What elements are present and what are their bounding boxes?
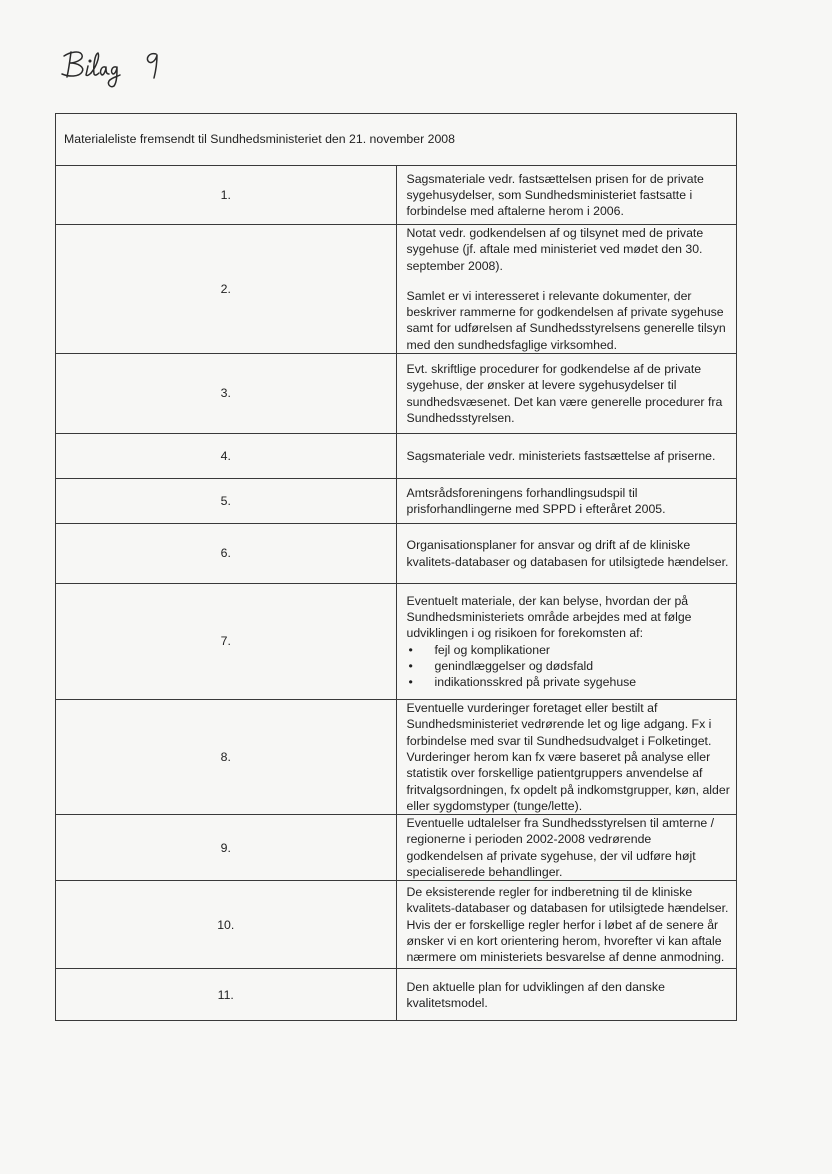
table-row [56, 815, 737, 881]
list-item-text: indikationsskred på private sygehuse [434, 675, 637, 690]
table-title: Materialeliste fremsendt til Sundhedsministeriet den 21. november 2008 [56, 114, 737, 166]
row-paragraph: Sagsmateriale vedr. fastsættelsen prisen for de private sygehusydelser, som Sundhedsministeriet fastsatte i forbindelse med aftalerne herom i 2006. [406, 171, 704, 219]
table-row [56, 700, 737, 815]
list-item-text: genindlæggelser og dødsfald [434, 658, 594, 673]
row-number: 9. [56, 815, 397, 881]
row-number: 5. [56, 479, 397, 524]
row-text [396, 584, 737, 700]
row-paragraph: Eventuelle udtalelser fra Sundhedsstyrelsen til amterne / regionerne i perioden 2002-2008 vedrørende godkendelsen af private sygehuse, der vil udføre højt specialiserede behandlinger. [406, 816, 715, 880]
handwritten-note [58, 40, 178, 98]
table-row [56, 166, 737, 225]
row-number: 4. [56, 434, 397, 479]
row-text [396, 524, 737, 584]
row-paragraph: Amtsrådsforeningens forhandlingsudspil til prisforhandlingerne med SPPD i efteråret 2005. [406, 485, 666, 517]
row-paragraph: Samlet er vi interesseret i relevante dokumenter, der beskriver rammerne for godkendelsen af private sygehuse samt for udførelsen af Sundhedsstyrelsens generelle tilsyn med den sundhedsfaglige virksomhed. [406, 288, 726, 352]
row-number: 10. [56, 881, 397, 969]
row-number: 6. [56, 524, 397, 584]
table-row [56, 524, 737, 584]
row-paragraph: De eksisterende regler for indberetning til de kliniske kvalitets-databaser og databasen for utilsigtede hændelser. Hvis der er forskellige regler herfor i løbet af de senere år ønsker vi en kort orientering herom, hvorefter vi kan aftale nærmere om ministeriets besvarelse af denne anmodning. [406, 885, 729, 965]
table-row [56, 881, 737, 969]
bullet-icon: • [408, 675, 413, 690]
row-text [396, 166, 737, 225]
table-row [56, 225, 737, 354]
row-text [396, 354, 737, 434]
row-number: 8. [56, 700, 397, 815]
row-paragraph: Eventuelt materiale, der kan belyse, hvordan der på Sundhedsministeriets område arbejdes med at følge udviklingen i og risikoen for forekomsten af: [406, 593, 692, 641]
row-paragraph: Evt. skriftlige procedurer for godkendelse af de private sygehuse, der ønsker at levere sygehusydelser til sundhedsvæsenet. Det kan være generelle procedurer fra Sundhedsstyrelsen. [406, 361, 723, 425]
row-paragraph: Den aktuelle plan for udviklingen af den danske kvalitetsmodel. [406, 979, 665, 1010]
row-paragraph: Eventuelle vurderinger foretaget eller bestilt af Sundhedsministeriet vedrørende let og lige adgang. Fx i forbindelse med svar til Sundhedsudvalget i Folketinget. Vurderinger herom kan fx være baseret på analyse eller statistik over forskellige patientgruppers anvendelse af fritvalgsordningen, fx opdelt på indkomstgrupper, køn, alder eller sygdomstyper (tunge/lette). [406, 701, 730, 813]
bullet-list [407, 642, 731, 691]
bullet-icon: • [408, 642, 413, 657]
row-text [396, 700, 737, 815]
row-paragraph: Notat vedr. godkendelsen af og tilsynet med de private sygehuse (jf. aftale med ministeriet ved mødet den 30. september 2008). [406, 226, 704, 273]
list-item-text: fejl og komplikationer [434, 642, 551, 657]
row-text [396, 881, 737, 969]
materials-table [55, 113, 737, 1021]
row-number: 11. [56, 969, 397, 1021]
table-row [56, 434, 737, 479]
list-item [407, 658, 731, 674]
row-paragraph: Organisationsplaner for ansvar og drift af de kliniske kvalitets-databaser og databasen for utilsigtede hændelser. [406, 538, 729, 569]
list-item [407, 674, 731, 690]
table-row [56, 354, 737, 434]
row-number: 2. [56, 225, 397, 354]
table-row [56, 479, 737, 524]
row-text [396, 434, 737, 479]
row-text [396, 969, 737, 1021]
row-text [396, 815, 737, 881]
list-item [407, 642, 731, 658]
row-number: 7. [56, 584, 397, 700]
row-text [396, 225, 737, 354]
table-row [56, 969, 737, 1021]
row-text [396, 479, 737, 524]
row-number: 1. [56, 166, 397, 225]
row-paragraph: Sagsmateriale vedr. ministeriets fastsættelse af priserne. [406, 448, 716, 463]
table-row [56, 584, 737, 700]
row-number: 3. [56, 354, 397, 434]
bullet-icon: • [408, 658, 413, 673]
